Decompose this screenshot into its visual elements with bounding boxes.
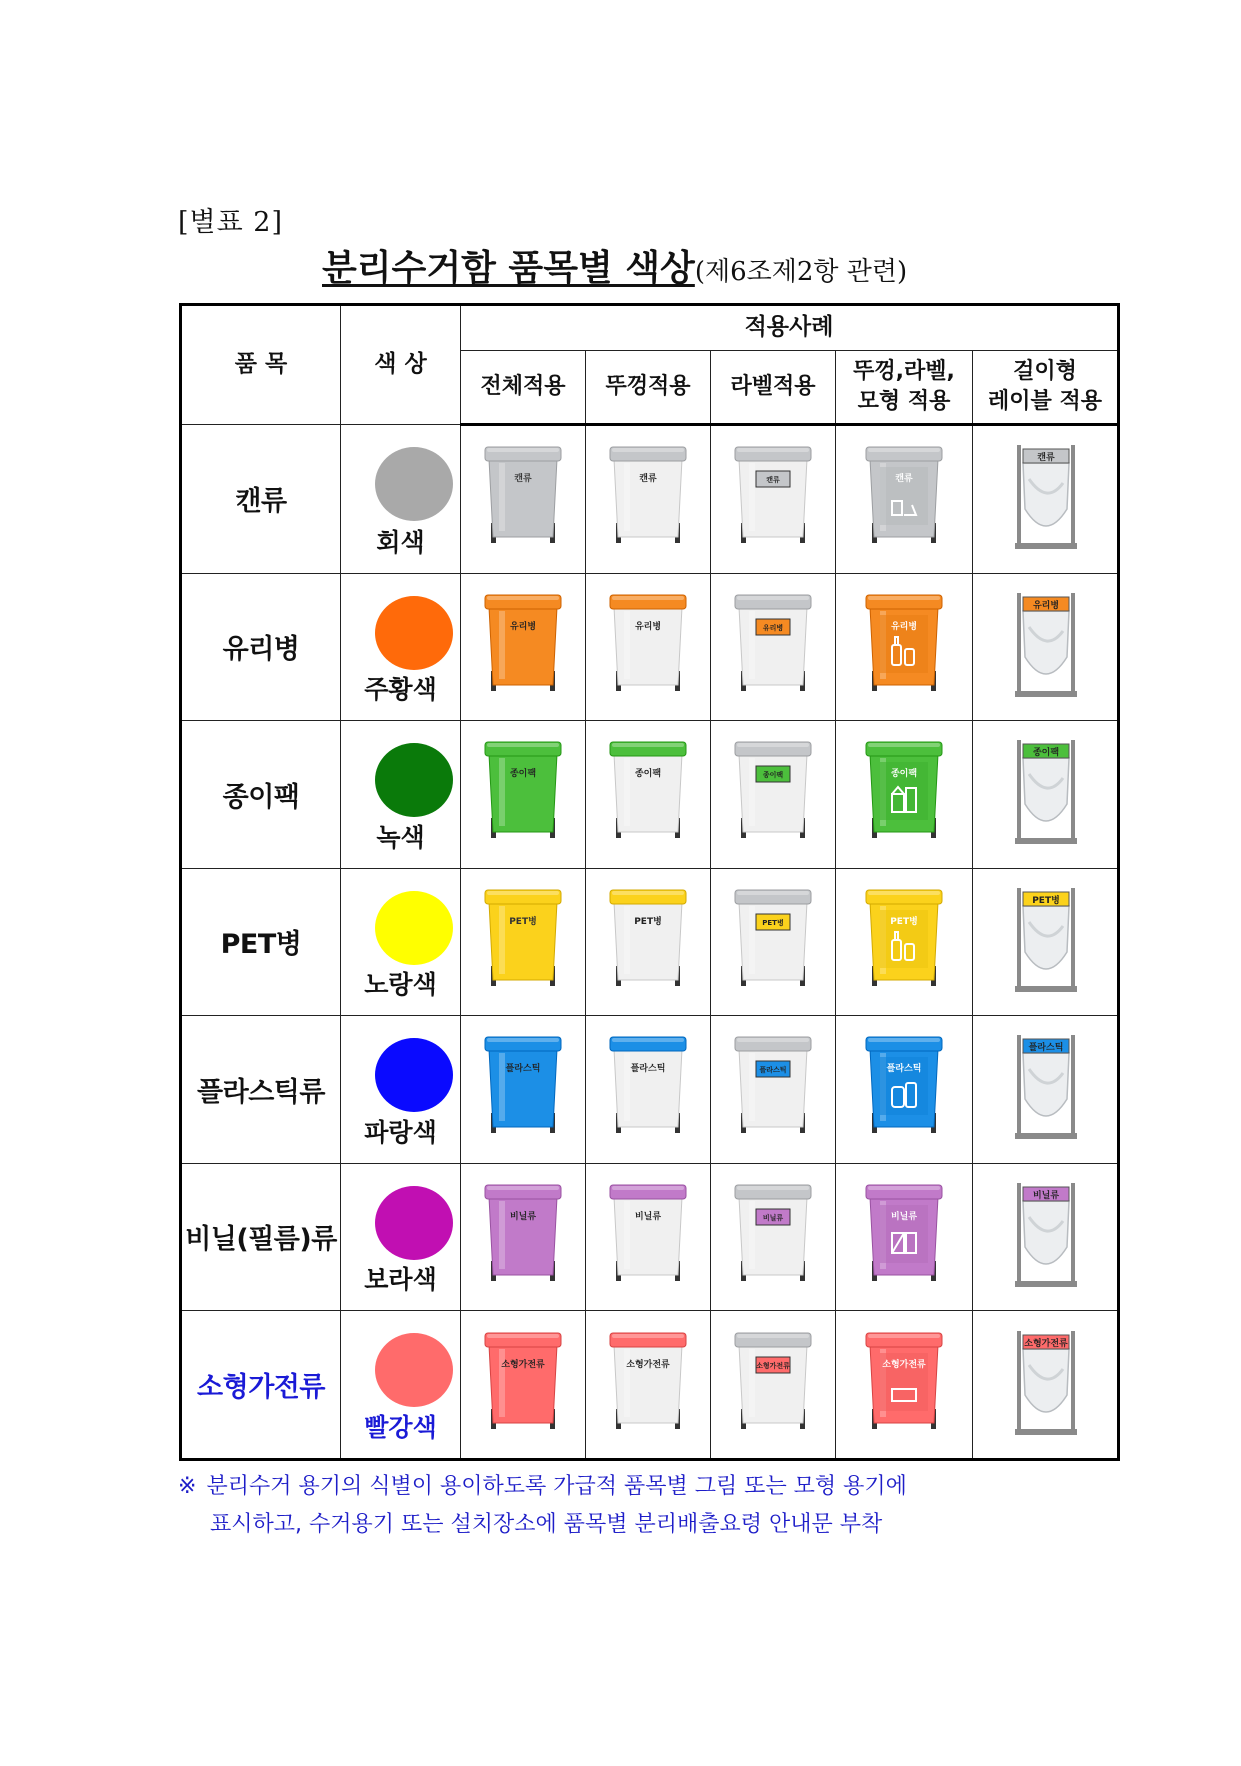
lid-apply-bin-image [598,587,698,707]
color-cell [341,573,461,721]
example-cell [711,721,836,869]
label-apply-bin-image [723,439,823,559]
table-row [181,868,1119,1016]
svg-text:유리병: 유리병 [509,621,537,632]
lid-apply-bin-image [598,1325,698,1445]
color-table [179,303,1120,1461]
svg-text:플라스틱: 플라스틱 [630,1064,666,1075]
footnote [178,1468,907,1544]
lid-label-model-bin-image [854,1177,954,1297]
lid-label-model-bin-image [854,587,954,707]
svg-text:비닐류: 비닐류 [634,1211,662,1222]
table-row [181,1163,1119,1311]
example-cell [973,573,1119,721]
svg-text:종이팩: 종이팩 [762,771,784,780]
svg-text:PET병: PET병 [509,916,537,927]
svg-text:비닐류: 비닐류 [1032,1190,1060,1201]
color-swatch [375,1038,453,1112]
svg-text:소형가전류: 소형가전류 [1024,1338,1068,1349]
svg-text:소형가전류: 소형가전류 [626,1359,670,1370]
lid-label-model-bin-image [854,1325,954,1445]
svg-text:종이팩: 종이팩 [509,769,537,780]
full-apply-bin-image [473,1325,573,1445]
hanging-label-holder-image [995,587,1095,707]
example-cell [711,1163,836,1311]
svg-text:유리병: 유리병 [762,623,784,632]
svg-text:유리병: 유리병 [634,621,662,632]
example-cell [973,868,1119,1016]
example-cell [973,1016,1119,1164]
lid-label-model-bin-image [854,882,954,1002]
example-cell [711,1016,836,1164]
table-row [181,425,1119,574]
svg-text:PET병: PET병 [634,916,662,927]
example-cell [836,721,973,869]
header-color: 색 상 [341,305,461,425]
color-swatch [375,1333,453,1407]
example-cell [461,868,586,1016]
color-cell [341,721,461,869]
full-apply-bin-image [473,1177,573,1297]
color-name: 파랑색 [364,1117,437,1147]
lid-apply-bin-image [598,882,698,1002]
hanging-label-holder-image [995,439,1095,559]
hanging-label-holder-image [995,1029,1095,1149]
color-swatch [375,1186,453,1260]
lid-apply-bin-image [598,439,698,559]
full-apply-bin-image [473,587,573,707]
svg-text:소형가전류: 소형가전류 [882,1359,926,1370]
color-swatch [375,743,453,817]
title-reference: (제6조제2항 관련) [694,257,908,287]
color-name: 빨강색 [364,1413,437,1442]
example-cell [711,868,836,1016]
footnote-mark: ※ [178,1474,197,1499]
lid-apply-bin-image [598,1029,698,1149]
color-swatch [375,447,453,521]
header-lid-label-model-apply: 뚜껑,라벨, 모형 적용 [836,351,973,425]
hanging-label-holder-image [995,1325,1095,1445]
example-cell [836,1311,973,1460]
color-name: 보라색 [364,1265,437,1295]
example-cell [586,573,711,721]
table-row [181,721,1119,869]
label-apply-bin-image [723,1029,823,1149]
table-row [181,1311,1119,1460]
color-cell [341,1163,461,1311]
table-row [181,573,1119,721]
svg-text:유리병: 유리병 [1032,600,1060,611]
svg-text:캔류: 캔류 [514,474,532,485]
label-apply-bin-image [723,587,823,707]
svg-text:비닐류: 비닐류 [890,1211,918,1222]
svg-text:종이팩: 종이팩 [1032,748,1060,759]
svg-text:플라스틱: 플라스틱 [1028,1043,1064,1054]
header-label-apply: 라벨적용 [711,351,836,425]
svg-text:캔류: 캔류 [639,474,657,485]
item-name: 종이팩 [181,721,341,869]
svg-text:소형가전류: 소형가전류 [501,1359,545,1370]
header-lid-apply: 뚜껑적용 [586,351,711,425]
example-cell [973,425,1119,574]
lid-label-model-bin-image [854,734,954,854]
full-apply-bin-image [473,439,573,559]
lid-label-model-bin-image [854,439,954,559]
example-cell [973,721,1119,869]
full-apply-bin-image [473,882,573,1002]
example-cell [836,425,973,574]
svg-text:종이팩: 종이팩 [634,769,662,780]
item-name: PET병 [181,868,341,1016]
svg-text:플라스틱: 플라스틱 [505,1064,541,1075]
example-cell [711,425,836,574]
color-swatch [375,596,453,670]
full-apply-bin-image [473,734,573,854]
annex-label: [별표 2] [178,207,283,238]
label-apply-bin-image [723,1325,823,1445]
example-cell [836,573,973,721]
example-cell [973,1163,1119,1311]
svg-text:소형가전류: 소형가전류 [756,1361,790,1370]
svg-text:종이팩: 종이팩 [890,769,918,780]
example-cell [461,1163,586,1311]
example-cell [836,868,973,1016]
lid-apply-bin-image [598,1177,698,1297]
lid-label-model-bin-image [854,1029,954,1149]
svg-text:플라스틱: 플라스틱 [886,1064,922,1075]
full-apply-bin-image [473,1029,573,1149]
header-examples: 적용사례 [461,305,1119,351]
footnote-line-2: 표시하고, 수거용기 또는 설치장소에 품목별 분리배출요령 안내문 부착 [210,1512,883,1537]
hanging-label-holder-image [995,1177,1095,1297]
color-cell [341,425,461,574]
example-cell [586,721,711,869]
example-cell [461,425,586,574]
footnote-line-1: ※ 분리수거 용기의 식별이 용이하도록 가급적 품목별 그림 또는 모형 용기에 [178,1474,907,1499]
svg-text:플라스틱: 플라스틱 [759,1066,787,1075]
example-cell [586,1163,711,1311]
item-name: 유리병 [181,573,341,721]
color-swatch [375,891,453,965]
header-item: 품 목 [181,305,341,425]
table-row [181,1016,1119,1164]
color-cell [341,868,461,1016]
example-cell [461,721,586,869]
example-cell [461,573,586,721]
item-name: 플라스틱류 [181,1016,341,1164]
svg-text:PET병: PET병 [890,916,918,927]
item-name: 비닐(필름)류 [181,1163,341,1311]
example-cell [711,1311,836,1460]
example-cell [711,573,836,721]
hanging-label-holder-image [995,734,1095,854]
example-cell [586,1016,711,1164]
color-cell [341,1016,461,1164]
svg-text:PET병: PET병 [762,918,784,927]
svg-text:유리병: 유리병 [890,621,918,632]
svg-text:캔류: 캔류 [766,476,780,485]
label-apply-bin-image [723,734,823,854]
example-cell [836,1163,973,1311]
color-name: 노랑색 [364,970,437,1000]
label-apply-bin-image [723,882,823,1002]
header-hanging-label-apply: 걸이형 레이블 적용 [973,351,1119,425]
hanging-label-holder-image [995,882,1095,1002]
lid-apply-bin-image [598,734,698,854]
example-cell [461,1311,586,1460]
svg-text:캔류: 캔류 [895,474,913,485]
color-name: 회색 [376,527,425,557]
label-apply-bin-image [723,1177,823,1297]
svg-text:캔류: 캔류 [1037,453,1055,464]
example-cell [586,868,711,1016]
svg-text:비닐류: 비닐류 [509,1211,537,1222]
example-cell [973,1311,1119,1460]
color-cell [341,1311,461,1460]
svg-text:PET병: PET병 [1032,895,1060,906]
example-cell [586,425,711,574]
item-name: 소형가전류 [181,1311,341,1460]
item-name: 캔류 [181,425,341,574]
header-full-apply: 전체적용 [461,351,586,425]
svg-text:비닐류: 비닐류 [762,1213,784,1222]
example-cell [586,1311,711,1460]
example-cell [836,1016,973,1164]
color-name: 녹색 [376,822,425,852]
color-name: 주황색 [364,675,437,705]
example-cell [461,1016,586,1164]
title-main: 분리수거함 품목별 색상 [322,247,695,289]
page-title [322,240,907,291]
